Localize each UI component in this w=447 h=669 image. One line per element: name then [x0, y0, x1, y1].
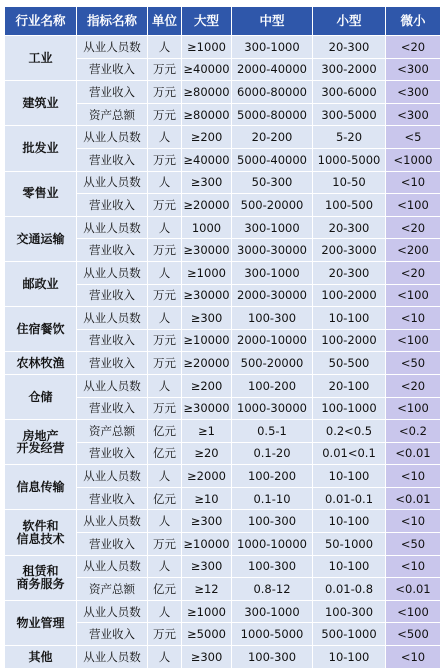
- indicator-cell: 从业人员数: [77, 126, 148, 149]
- large-cell: ≥20: [182, 442, 232, 465]
- industry-name-line: 房地产: [22, 428, 59, 443]
- small-cell: 300-2000: [313, 58, 386, 81]
- unit-cell: 人: [148, 216, 182, 239]
- table-row: [5, 216, 441, 239]
- indicator-cell: 从业人员数: [77, 216, 148, 239]
- small-cell: 50-1000: [313, 533, 386, 556]
- indicator-cell: 从业人员数: [77, 374, 148, 397]
- industry-name-line: 批发业: [22, 141, 59, 156]
- small-cell: 10-50: [313, 171, 386, 194]
- medium-cell: 500-20000: [232, 352, 313, 375]
- industry-name-line: 邮政业: [22, 276, 59, 291]
- small-cell: 10-100: [313, 555, 386, 578]
- micro-cell: <300: [386, 103, 441, 126]
- micro-cell: <100: [386, 397, 441, 420]
- large-cell: ≥1: [182, 420, 232, 443]
- medium-cell: 300-1000: [232, 216, 313, 239]
- small-cell: 20-300: [313, 36, 386, 59]
- indicator-cell: 营业收入: [77, 397, 148, 420]
- table-row: [5, 555, 441, 578]
- small-cell: 300-6000: [313, 81, 386, 104]
- indicator-cell: 从业人员数: [77, 510, 148, 533]
- medium-cell: 1000-10000: [232, 533, 313, 556]
- micro-cell: <50: [386, 533, 441, 556]
- medium-cell: 20-200: [232, 126, 313, 149]
- micro-cell: <100: [386, 600, 441, 623]
- industry-name-cell: [5, 646, 77, 669]
- indicator-cell: 营业收入: [77, 442, 148, 465]
- large-cell: ≥1000: [182, 600, 232, 623]
- medium-cell: 100-300: [232, 307, 313, 330]
- unit-cell: 万元: [148, 284, 182, 307]
- large-cell: ≥300: [182, 510, 232, 533]
- micro-cell: <20: [386, 374, 441, 397]
- medium-cell: 500-20000: [232, 194, 313, 217]
- small-cell: 5-20: [313, 126, 386, 149]
- small-cell: 10-100: [313, 510, 386, 533]
- industry-name-cell: [5, 126, 77, 171]
- large-cell: ≥10000: [182, 329, 232, 352]
- indicator-cell: 营业收入: [77, 284, 148, 307]
- table-body: [5, 36, 441, 669]
- micro-cell: <50: [386, 352, 441, 375]
- unit-cell: 人: [148, 307, 182, 330]
- unit-cell: 亿元: [148, 420, 182, 443]
- table-row: [5, 261, 441, 284]
- table-row: [5, 36, 441, 59]
- industry-name-line: 信息传输: [16, 480, 65, 495]
- table-row: [5, 420, 441, 443]
- industry-name-cell: [5, 171, 77, 216]
- industry-name-line: 开发经营: [16, 441, 65, 456]
- unit-cell: 人: [148, 600, 182, 623]
- unit-cell: 人: [148, 374, 182, 397]
- large-cell: ≥80000: [182, 81, 232, 104]
- industry-name-line: 信息技术: [16, 531, 65, 546]
- large-cell: ≥200: [182, 374, 232, 397]
- unit-cell: 亿元: [148, 487, 182, 510]
- industry-name-cell: [5, 374, 77, 419]
- industry-name-line: 物业管理: [16, 615, 65, 630]
- indicator-cell: 从业人员数: [77, 171, 148, 194]
- header-micro: 微小: [386, 7, 441, 36]
- unit-cell: 人: [148, 646, 182, 669]
- unit-cell: 万元: [148, 148, 182, 171]
- industry-name-line: 工业: [28, 50, 53, 65]
- indicator-cell: 营业收入: [77, 329, 148, 352]
- header-unit: 单位: [148, 7, 182, 36]
- indicator-cell: 从业人员数: [77, 307, 148, 330]
- table-header: [5, 7, 441, 36]
- unit-cell: 万元: [148, 352, 182, 375]
- indicator-cell: 资产总额: [77, 420, 148, 443]
- large-cell: ≥80000: [182, 103, 232, 126]
- small-cell: 200-3000: [313, 239, 386, 262]
- small-cell: 0.01-0.8: [313, 578, 386, 601]
- large-cell: ≥12: [182, 578, 232, 601]
- large-cell: ≥2000: [182, 465, 232, 488]
- micro-cell: <0.01: [386, 578, 441, 601]
- industry-name-cell: [5, 510, 77, 555]
- unit-cell: 万元: [148, 194, 182, 217]
- medium-cell: 100-300: [232, 646, 313, 669]
- micro-cell: <0.2: [386, 420, 441, 443]
- industry-name-cell: [5, 216, 77, 261]
- micro-cell: <0.01: [386, 442, 441, 465]
- industry-name-cell: [5, 420, 77, 465]
- micro-cell: <10: [386, 646, 441, 669]
- indicator-cell: 营业收入: [77, 194, 148, 217]
- large-cell: ≥5000: [182, 623, 232, 646]
- industry-size-table-container: [4, 6, 440, 669]
- large-cell: ≥40000: [182, 58, 232, 81]
- table-row: [5, 374, 441, 397]
- industry-name-line: 建筑业: [22, 95, 59, 110]
- large-cell: ≥40000: [182, 148, 232, 171]
- micro-cell: <5: [386, 126, 441, 149]
- large-cell: ≥20000: [182, 352, 232, 375]
- small-cell: 500-1000: [313, 623, 386, 646]
- micro-cell: <300: [386, 58, 441, 81]
- header-row: [5, 7, 441, 36]
- large-cell: ≥1000: [182, 36, 232, 59]
- large-cell: ≥10000: [182, 533, 232, 556]
- industry-name-line: 软件和: [22, 518, 59, 533]
- micro-cell: <20: [386, 36, 441, 59]
- micro-cell: <100: [386, 284, 441, 307]
- indicator-cell: 从业人员数: [77, 261, 148, 284]
- medium-cell: 300-1000: [232, 261, 313, 284]
- micro-cell: <200: [386, 239, 441, 262]
- large-cell: ≥30000: [182, 397, 232, 420]
- industry-name-cell: [5, 352, 77, 375]
- small-cell: 100-500: [313, 194, 386, 217]
- unit-cell: 万元: [148, 623, 182, 646]
- micro-cell: <10: [386, 171, 441, 194]
- large-cell: ≥300: [182, 555, 232, 578]
- medium-cell: 1000-30000: [232, 397, 313, 420]
- table-row: [5, 646, 441, 669]
- medium-cell: 1000-5000: [232, 623, 313, 646]
- medium-cell: 3000-30000: [232, 239, 313, 262]
- medium-cell: 50-300: [232, 171, 313, 194]
- indicator-cell: 从业人员数: [77, 555, 148, 578]
- industry-name-line: 零售业: [22, 186, 59, 201]
- small-cell: 0.2<0.5: [313, 420, 386, 443]
- table-row: [5, 171, 441, 194]
- micro-cell: <100: [386, 329, 441, 352]
- header-indicator: 指标名称: [77, 7, 148, 36]
- medium-cell: 0.8-12: [232, 578, 313, 601]
- indicator-cell: 营业收入: [77, 239, 148, 262]
- medium-cell: 2000-10000: [232, 329, 313, 352]
- indicator-cell: 营业收入: [77, 487, 148, 510]
- medium-cell: 300-1000: [232, 36, 313, 59]
- micro-cell: <1000: [386, 148, 441, 171]
- indicator-cell: 从业人员数: [77, 646, 148, 669]
- indicator-cell: 从业人员数: [77, 36, 148, 59]
- large-cell: ≥30000: [182, 239, 232, 262]
- medium-cell: 100-200: [232, 465, 313, 488]
- industry-name-line: 仓储: [28, 389, 53, 404]
- unit-cell: 万元: [148, 58, 182, 81]
- industry-name-line: 商务服务: [16, 576, 65, 591]
- indicator-cell: 从业人员数: [77, 600, 148, 623]
- table-row: [5, 600, 441, 623]
- indicator-cell: 资产总额: [77, 578, 148, 601]
- large-cell: ≥30000: [182, 284, 232, 307]
- indicator-cell: 营业收入: [77, 148, 148, 171]
- small-cell: 20-300: [313, 216, 386, 239]
- industry-name-cell: [5, 81, 77, 126]
- unit-cell: 人: [148, 261, 182, 284]
- small-cell: 100-300: [313, 600, 386, 623]
- micro-cell: <300: [386, 81, 441, 104]
- micro-cell: <10: [386, 465, 441, 488]
- medium-cell: 100-300: [232, 510, 313, 533]
- unit-cell: 人: [148, 465, 182, 488]
- industry-name-cell: [5, 36, 77, 81]
- industry-name-cell: [5, 307, 77, 352]
- large-cell: ≥300: [182, 307, 232, 330]
- table-row: [5, 81, 441, 104]
- indicator-cell: 营业收入: [77, 81, 148, 104]
- micro-cell: <20: [386, 261, 441, 284]
- indicator-cell: 营业收入: [77, 533, 148, 556]
- medium-cell: 0.1-10: [232, 487, 313, 510]
- table-row: [5, 510, 441, 533]
- table-row: [5, 126, 441, 149]
- micro-cell: <10: [386, 555, 441, 578]
- industry-name-cell: [5, 261, 77, 306]
- small-cell: 300-5000: [313, 103, 386, 126]
- industry-name-cell: [5, 555, 77, 600]
- large-cell: ≥300: [182, 171, 232, 194]
- unit-cell: 人: [148, 555, 182, 578]
- unit-cell: 万元: [148, 533, 182, 556]
- micro-cell: <20: [386, 216, 441, 239]
- small-cell: 0.01<0.1: [313, 442, 386, 465]
- small-cell: 10-100: [313, 465, 386, 488]
- unit-cell: 万元: [148, 81, 182, 104]
- micro-cell: <500: [386, 623, 441, 646]
- unit-cell: 亿元: [148, 442, 182, 465]
- large-cell: ≥200: [182, 126, 232, 149]
- header-industry: 行业名称: [5, 7, 77, 36]
- header-large: 大型: [182, 7, 232, 36]
- medium-cell: 5000-80000: [232, 103, 313, 126]
- unit-cell: 人: [148, 171, 182, 194]
- unit-cell: 万元: [148, 103, 182, 126]
- micro-cell: <10: [386, 307, 441, 330]
- small-cell: 100-1000: [313, 397, 386, 420]
- medium-cell: 6000-80000: [232, 81, 313, 104]
- large-cell: ≥20000: [182, 194, 232, 217]
- industry-size-standard-table: [4, 6, 441, 669]
- industry-name-cell: [5, 600, 77, 645]
- industry-name-line: 租赁和: [22, 564, 59, 579]
- header-small: 小型: [313, 7, 386, 36]
- industry-name-line: 其他: [28, 649, 53, 664]
- small-cell: 20-300: [313, 261, 386, 284]
- unit-cell: 人: [148, 510, 182, 533]
- industry-name-line: 交通运输: [16, 231, 65, 246]
- small-cell: 10-100: [313, 646, 386, 669]
- indicator-cell: 营业收入: [77, 58, 148, 81]
- large-cell: ≥10: [182, 487, 232, 510]
- medium-cell: 0.5-1: [232, 420, 313, 443]
- indicator-cell: 营业收入: [77, 352, 148, 375]
- small-cell: 10-100: [313, 307, 386, 330]
- medium-cell: 2000-40000: [232, 58, 313, 81]
- medium-cell: 300-1000: [232, 600, 313, 623]
- unit-cell: 人: [148, 36, 182, 59]
- small-cell: 1000-5000: [313, 148, 386, 171]
- small-cell: 20-100: [313, 374, 386, 397]
- large-cell: ≥1000: [182, 261, 232, 284]
- unit-cell: 亿元: [148, 578, 182, 601]
- header-medium: 中型: [232, 7, 313, 36]
- large-cell: ≥300: [182, 646, 232, 669]
- small-cell: 100-2000: [313, 329, 386, 352]
- micro-cell: <10: [386, 510, 441, 533]
- small-cell: 0.01-0.1: [313, 487, 386, 510]
- medium-cell: 100-200: [232, 374, 313, 397]
- unit-cell: 万元: [148, 329, 182, 352]
- industry-name-line: 住宿餐饮: [16, 321, 65, 336]
- unit-cell: 万元: [148, 397, 182, 420]
- indicator-cell: 营业收入: [77, 623, 148, 646]
- indicator-cell: 从业人员数: [77, 465, 148, 488]
- medium-cell: 2000-30000: [232, 284, 313, 307]
- micro-cell: <0.01: [386, 487, 441, 510]
- industry-name-line: 农林牧渔: [16, 355, 65, 370]
- table-row: [5, 307, 441, 330]
- large-cell: 1000: [182, 216, 232, 239]
- indicator-cell: 资产总额: [77, 103, 148, 126]
- medium-cell: 100-300: [232, 555, 313, 578]
- table-row: [5, 352, 441, 375]
- table-row: [5, 465, 441, 488]
- industry-name-cell: [5, 465, 77, 510]
- medium-cell: 5000-40000: [232, 148, 313, 171]
- unit-cell: 万元: [148, 239, 182, 262]
- small-cell: 50-500: [313, 352, 386, 375]
- medium-cell: 0.1-20: [232, 442, 313, 465]
- micro-cell: <100: [386, 194, 441, 217]
- unit-cell: 人: [148, 126, 182, 149]
- small-cell: 100-2000: [313, 284, 386, 307]
